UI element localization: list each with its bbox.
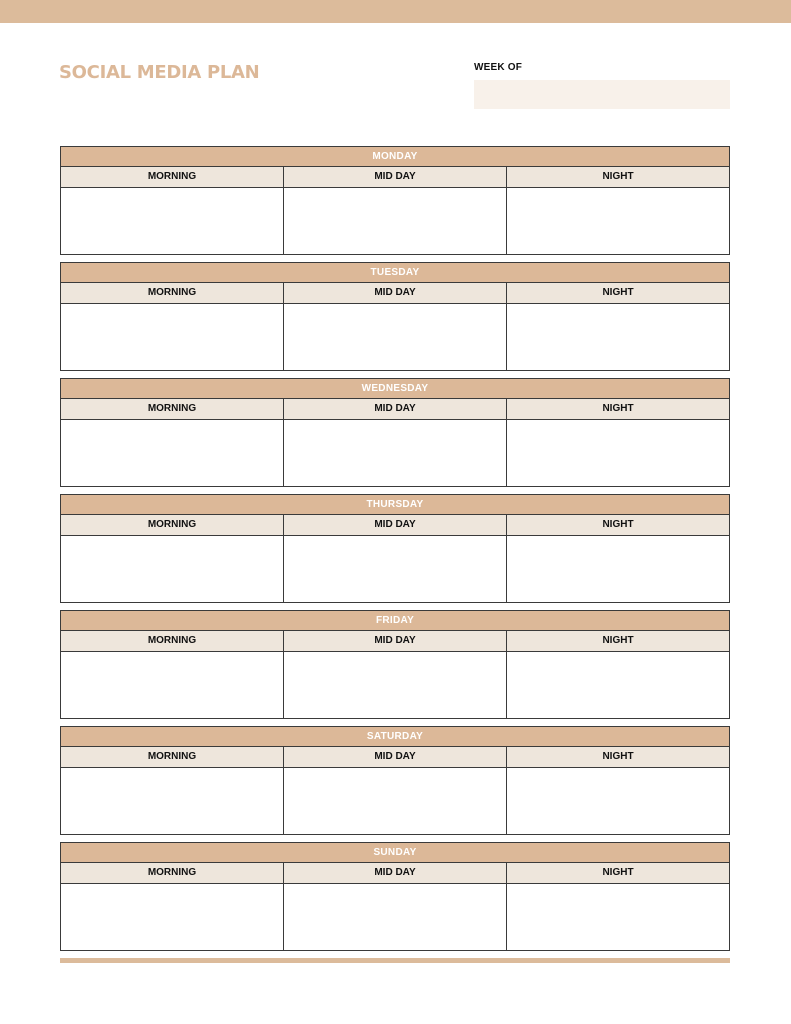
day-header: FRIDAY	[61, 611, 729, 631]
day-header: SUNDAY	[61, 843, 729, 863]
night-header: NIGHT	[506, 167, 729, 187]
midday-header: MID DAY	[283, 283, 506, 303]
wednesday-midday-cell[interactable]	[283, 420, 506, 486]
thursday-morning-cell[interactable]	[61, 536, 283, 602]
day-block-sunday	[60, 842, 730, 951]
midday-header: MID DAY	[283, 631, 506, 651]
morning-header: MORNING	[147, 287, 197, 298]
weekly-schedule	[60, 146, 730, 958]
tuesday-night-cell[interactable]	[506, 304, 729, 370]
slot-header-row	[61, 631, 729, 652]
week-of-input[interactable]	[474, 80, 730, 109]
morning-header: MORNING	[147, 171, 197, 182]
slot-row	[61, 768, 729, 834]
slot-row	[61, 884, 729, 950]
slot-row	[61, 536, 729, 602]
page-title: SOCIAL MEDIA PLAN	[59, 62, 260, 83]
night-header: NIGHT	[506, 863, 729, 883]
slot-header-row	[61, 747, 729, 768]
morning-header: MORNING	[147, 519, 197, 530]
night-header: NIGHT	[506, 747, 729, 767]
thursday-midday-cell[interactable]	[283, 536, 506, 602]
wednesday-morning-cell[interactable]	[61, 420, 283, 486]
sunday-morning-cell[interactable]	[61, 884, 283, 950]
day-block-thursday	[60, 494, 730, 603]
midday-header: MID DAY	[283, 167, 506, 187]
day-block-friday	[60, 610, 730, 719]
morning-header: MORNING	[147, 403, 197, 414]
day-block-tuesday	[60, 262, 730, 371]
slot-header-row	[61, 167, 729, 188]
midday-header: MID DAY	[283, 399, 506, 419]
slot-row	[61, 188, 729, 254]
day-header: TUESDAY	[61, 263, 729, 283]
night-header: NIGHT	[506, 283, 729, 303]
top-color-band	[0, 0, 791, 23]
saturday-morning-cell[interactable]	[61, 768, 283, 834]
day-block-monday	[60, 146, 730, 255]
slot-row	[61, 304, 729, 370]
thursday-night-cell[interactable]	[506, 536, 729, 602]
sunday-night-cell[interactable]	[506, 884, 729, 950]
slot-row	[61, 420, 729, 486]
day-header: MONDAY	[61, 147, 729, 167]
day-header: WEDNESDAY	[61, 379, 729, 399]
morning-header: MORNING	[147, 751, 197, 762]
bottom-divider	[60, 958, 730, 963]
night-header: NIGHT	[506, 399, 729, 419]
midday-header: MID DAY	[283, 863, 506, 883]
night-header: NIGHT	[506, 631, 729, 651]
friday-midday-cell[interactable]	[283, 652, 506, 718]
week-of-label: WEEK OF	[474, 62, 523, 73]
friday-morning-cell[interactable]	[61, 652, 283, 718]
night-header: NIGHT	[506, 515, 729, 535]
friday-night-cell[interactable]	[506, 652, 729, 718]
day-block-wednesday	[60, 378, 730, 487]
saturday-midday-cell[interactable]	[283, 768, 506, 834]
saturday-night-cell[interactable]	[506, 768, 729, 834]
monday-morning-cell[interactable]	[61, 188, 283, 254]
monday-midday-cell[interactable]	[283, 188, 506, 254]
morning-header: MORNING	[147, 635, 197, 646]
slot-header-row	[61, 399, 729, 420]
tuesday-morning-cell[interactable]	[61, 304, 283, 370]
wednesday-night-cell[interactable]	[506, 420, 729, 486]
midday-header: MID DAY	[283, 515, 506, 535]
slot-header-row	[61, 863, 729, 884]
tuesday-midday-cell[interactable]	[283, 304, 506, 370]
sunday-midday-cell[interactable]	[283, 884, 506, 950]
slot-row	[61, 652, 729, 718]
day-header: THURSDAY	[61, 495, 729, 515]
morning-header: MORNING	[147, 867, 197, 878]
day-header: SATURDAY	[61, 727, 729, 747]
midday-header: MID DAY	[283, 747, 506, 767]
day-block-saturday	[60, 726, 730, 835]
slot-header-row	[61, 283, 729, 304]
monday-night-cell[interactable]	[506, 188, 729, 254]
slot-header-row	[61, 515, 729, 536]
